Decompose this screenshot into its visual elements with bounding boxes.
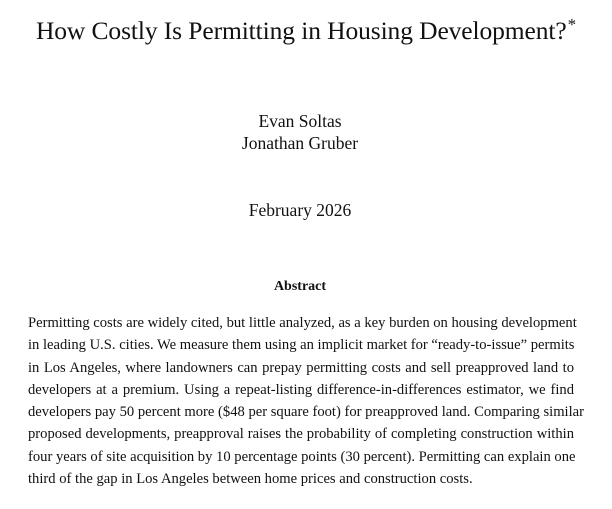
author-list bbox=[0, 110, 600, 154]
abstract-line: developers at a premium. Using a repeat-listing difference-in-differences estimator, we find bbox=[28, 381, 574, 398]
abstract-body bbox=[28, 312, 584, 490]
abstract-line: Permitting costs are widely cited, but little analyzed, as a key burden on housing development bbox=[28, 315, 577, 331]
publication-date: February 2026 bbox=[248, 200, 352, 220]
author-name: Evan Soltas bbox=[258, 111, 342, 131]
abstract-heading: Abstract bbox=[273, 279, 327, 294]
abstract-line: in leading U.S. cities. We measure them using an implicit market for “ready-to-issue” permits bbox=[28, 337, 575, 354]
abstract-line: in Los Angeles, where landowners can prepay permitting costs and sell preapproved land to bbox=[28, 359, 574, 376]
abstract-line: four years of site acquisition by 10 percentage points (30 percent). Permitting can explain one bbox=[28, 448, 576, 465]
paper-title-text: How Costly Is Permitting in Housing Development? bbox=[35, 16, 567, 45]
abstract-line: developers pay 50 percent more ($48 per square foot) for preapproved land. Comparing similar bbox=[28, 404, 584, 421]
abstract-line: proposed developments, preapproval raises the probability of completing construction within bbox=[28, 426, 574, 443]
author-name: Jonathan Gruber bbox=[241, 133, 359, 153]
paper-title bbox=[0, 15, 612, 50]
abstract-line: third of the gap in Los Angeles between home prices and construction costs. bbox=[28, 471, 473, 488]
title-footnote-mark[interactable]: * bbox=[567, 15, 577, 34]
